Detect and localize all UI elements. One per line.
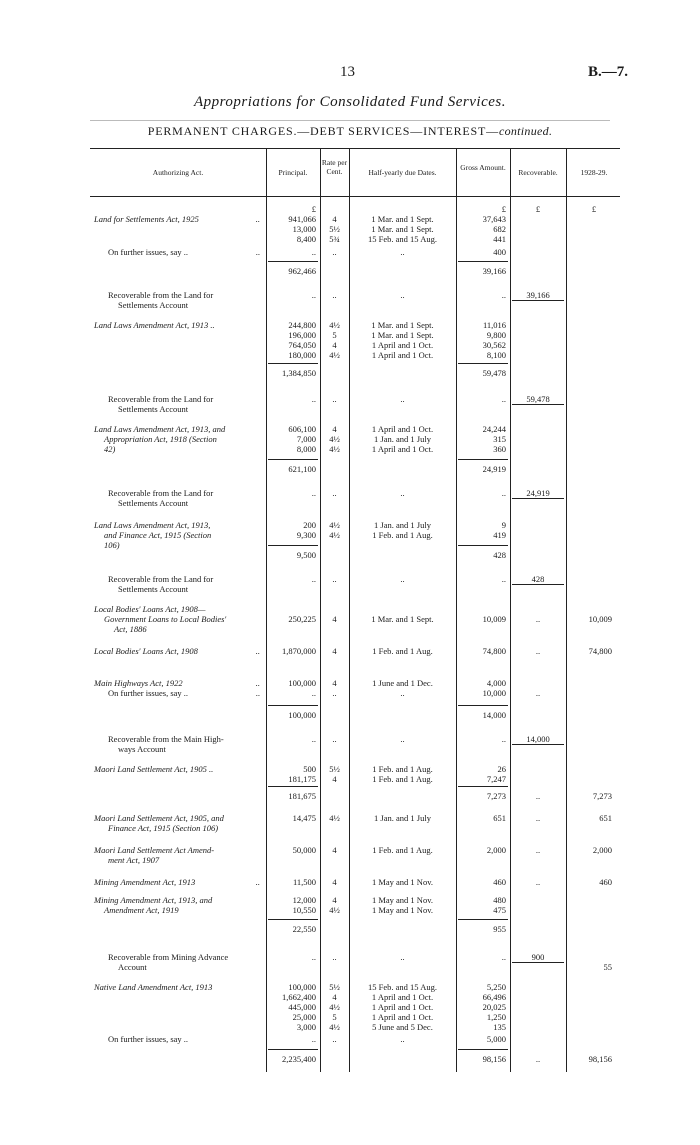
- rate-value: 4: [332, 992, 337, 1002]
- rate-value: 4½: [329, 350, 340, 360]
- rate-value: 4: [332, 678, 337, 688]
- act-name: Settlements Account: [118, 498, 189, 508]
- gross-amount: ..: [501, 394, 506, 404]
- act-name: Maori Land Settlement Act, 1905 ..: [94, 764, 214, 774]
- due-dates: 1 May and 1 Nov.: [371, 905, 434, 915]
- principal-value: 100,000: [288, 982, 316, 992]
- rate-value: 5¾: [329, 234, 340, 244]
- recoverable-rule: [512, 498, 564, 499]
- principal-value: 941,066: [288, 214, 316, 224]
- recoverable-rule: [512, 584, 564, 585]
- principal-value: 13,000: [292, 224, 316, 234]
- rate-value: 4: [332, 214, 337, 224]
- gross-amount: 59,478: [482, 368, 506, 378]
- principal-value: 10,550: [292, 905, 316, 915]
- rate-value: 5: [332, 330, 337, 340]
- rate-value: 4: [332, 646, 337, 656]
- gross-amount: 26: [497, 764, 506, 774]
- due-dates: 1 Jan. and 1 July: [374, 434, 431, 444]
- gross-amount: 74,800: [482, 646, 506, 656]
- recoverable-amount: ..: [535, 1054, 541, 1064]
- gross-amount: 7,273: [486, 791, 506, 801]
- gross-amount: 10,009: [482, 614, 506, 624]
- act-name: Recoverable from Mining Advance: [108, 952, 229, 962]
- header-principal: Principal.: [278, 168, 308, 177]
- due-dates: 1 June and 1 Dec.: [372, 678, 433, 688]
- principal-value: ..: [311, 952, 316, 962]
- due-dates: 1 Mar. and 1 Sept.: [371, 320, 434, 330]
- header-year: 1928-29.: [580, 168, 608, 177]
- gross-amount: 480: [493, 895, 506, 905]
- rate-value: 4: [332, 424, 337, 434]
- recoverable-amount: 900: [531, 952, 545, 962]
- subtotal-rule: [458, 545, 508, 546]
- year-amount: 10,009: [588, 614, 612, 624]
- due-dates: 15 Feb. and 15 Aug.: [368, 234, 437, 244]
- subtitle-continued: continued.: [498, 124, 553, 138]
- subtotal-rule: [458, 261, 508, 262]
- rate-value: 4: [332, 614, 337, 624]
- principal-value: 22,550: [292, 924, 316, 934]
- gross-amount: 30,562: [482, 340, 506, 350]
- header-top-rule: [90, 148, 620, 149]
- gross-amount: 66,496: [482, 992, 506, 1002]
- due-dates: 1 April and 1 Oct.: [371, 1012, 434, 1022]
- act-name: Act, 1886: [114, 624, 147, 634]
- rate-value: 4: [332, 340, 337, 350]
- gross-amount: 428: [493, 550, 506, 560]
- principal-value: 180,000: [288, 350, 316, 360]
- act-name: Mining Amendment Act, 1913, and: [94, 895, 213, 905]
- gross-amount: 37,643: [482, 214, 506, 224]
- subtotal-rule: [268, 786, 318, 787]
- gross-amount: 315: [493, 434, 506, 444]
- subtotal-rule: [268, 261, 318, 262]
- rate-value: 4½: [329, 1022, 340, 1032]
- leader-dots: ..: [255, 247, 260, 257]
- due-dates: 1 Jan. and 1 July: [374, 520, 431, 530]
- rate-value: ..: [332, 247, 337, 257]
- header-gross: Gross Amount.: [460, 163, 506, 172]
- recoverable-rule: [512, 300, 564, 301]
- rate-value: 4: [332, 845, 337, 855]
- principal-value: 250,225: [288, 614, 316, 624]
- act-name: Appropriation Act, 1918 (Section: [104, 434, 217, 444]
- rate-value: ..: [332, 1034, 337, 1044]
- due-dates: 15 Feb. and 15 Aug.: [368, 982, 437, 992]
- principal-value: 1,662,400: [282, 992, 316, 1002]
- principal-value: 196,000: [288, 330, 316, 340]
- gross-amount: 135: [493, 1022, 506, 1032]
- due-dates: 1 May and 1 Nov.: [371, 877, 434, 887]
- col-divider: [566, 148, 567, 1072]
- top-faint-rule: [90, 120, 610, 121]
- due-dates: 1 April and 1 Oct.: [371, 1002, 434, 1012]
- due-dates: 1 April and 1 Oct.: [371, 444, 434, 454]
- rate-value: ..: [332, 290, 337, 300]
- gross-amount: 955: [493, 924, 506, 934]
- gross-amount: 651: [493, 813, 506, 823]
- act-name: Land Laws Amendment Act, 1913, and: [94, 424, 226, 434]
- act-name: Recoverable from the Land for: [108, 290, 214, 300]
- year-amount: 55: [603, 962, 612, 972]
- rate-value: 4½: [329, 434, 340, 444]
- principal-value: 9,300: [296, 530, 316, 540]
- rate-value: 4½: [329, 520, 340, 530]
- due-dates: ..: [400, 488, 405, 498]
- rate-value: ..: [332, 394, 337, 404]
- rate-value: ..: [332, 952, 337, 962]
- gross-amount: 11,016: [482, 320, 506, 330]
- principal-value: 7,000: [296, 434, 316, 444]
- year-amount: 74,800: [588, 646, 612, 656]
- due-dates: 1 Jan. and 1 July: [374, 813, 431, 823]
- act-name: Settlements Account: [118, 584, 189, 594]
- recoverable-amount: ..: [535, 646, 541, 656]
- year-amount: 7,273: [592, 791, 612, 801]
- gross-amount: 10,000: [482, 688, 506, 698]
- leader-dots: ..: [255, 214, 260, 224]
- due-dates: ..: [400, 574, 405, 584]
- rate-value: 4½: [329, 905, 340, 915]
- recoverable-amount: ..: [535, 877, 541, 887]
- act-name: Recoverable from the Land for: [108, 488, 214, 498]
- principal-value: ..: [311, 574, 316, 584]
- rate-value: 4½: [329, 444, 340, 454]
- act-name: Finance Act, 1915 (Section 106): [108, 823, 219, 833]
- due-dates: 1 Feb. and 1 Aug.: [372, 845, 433, 855]
- gross-amount: 5,000: [486, 1034, 506, 1044]
- page-number: 13: [340, 64, 355, 80]
- header-due-dates: Half-yearly due Dates.: [368, 168, 437, 177]
- due-dates: ..: [400, 247, 405, 257]
- recoverable-amount: 59,478: [526, 394, 550, 404]
- gross-amount: 14,000: [482, 710, 506, 720]
- rate-value: 5: [332, 1012, 337, 1022]
- section-subtitle: [0, 124, 700, 139]
- rate-value: 4: [332, 895, 337, 905]
- principal-value: 244,800: [288, 320, 316, 330]
- header-bottom-rule: [90, 196, 620, 197]
- act-name: Local Bodies' Loans Act, 1908—: [94, 604, 206, 614]
- gross-amount: 9: [501, 520, 506, 530]
- recoverable-amount: ..: [535, 688, 541, 698]
- act-name: On further issues, say .. ..: [108, 688, 260, 698]
- subtotal-rule: [268, 1049, 318, 1050]
- principal-value: 100,000: [288, 678, 316, 688]
- recoverable-amount: ..: [535, 614, 541, 624]
- gross-amount: 39,166: [482, 266, 506, 276]
- gross-amount: ..: [501, 574, 506, 584]
- gross-amount: 419: [493, 530, 506, 540]
- act-name: Amendment Act, 1919: [104, 905, 179, 915]
- subtotal-rule: [458, 363, 508, 364]
- due-dates: 1 May and 1 Nov.: [371, 895, 434, 905]
- principal-value: 962,466: [288, 266, 316, 276]
- act-name: Native Land Amendment Act, 1913: [94, 982, 213, 992]
- principal-value: 181,175: [288, 774, 316, 784]
- act-name: ways Account: [118, 744, 166, 754]
- due-dates: ..: [400, 394, 405, 404]
- principal-value: 50,000: [292, 845, 316, 855]
- gross-amount: ..: [501, 734, 506, 744]
- rate-value: ..: [332, 734, 337, 744]
- subtotal-rule: [458, 1049, 508, 1050]
- principal-value: 500: [303, 764, 316, 774]
- rate-value: 5½: [329, 224, 340, 234]
- gross-amount: 9,800: [486, 330, 506, 340]
- principal-value: 1,384,850: [282, 368, 316, 378]
- act-name: Land for Settlements Act, 1925 ..: [94, 214, 260, 224]
- principal-value: ..: [311, 394, 316, 404]
- header-authorizing-act: Authorizing Act.: [152, 168, 204, 177]
- due-dates: ..: [400, 734, 405, 744]
- rate-value: 4: [332, 774, 337, 784]
- act-name: Government Loans to Local Bodies': [104, 614, 227, 624]
- currency-year: £: [591, 204, 597, 214]
- gross-amount: 475: [493, 905, 506, 915]
- due-dates: 1 Mar. and 1 Sept.: [371, 224, 434, 234]
- due-dates: 1 Mar. and 1 Sept.: [371, 614, 434, 624]
- subtotal-rule: [268, 705, 318, 706]
- gross-amount: 4,000: [486, 678, 506, 688]
- act-name: ment Act, 1907: [108, 855, 160, 865]
- due-dates: 1 Mar. and 1 Sept.: [371, 330, 434, 340]
- due-dates: 1 Feb. and 1 Aug.: [372, 774, 433, 784]
- principal-value: 9,500: [296, 550, 316, 560]
- act-name: 42): [104, 444, 116, 454]
- recoverable-rule: [512, 404, 564, 405]
- rate-value: ..: [332, 574, 337, 584]
- principal-value: ..: [311, 734, 316, 744]
- due-dates: ..: [400, 952, 405, 962]
- rate-value: 5½: [329, 764, 340, 774]
- act-name: Recoverable from the Main High-: [108, 734, 224, 744]
- principal-value: 606,100: [288, 424, 316, 434]
- act-name: Settlements Account: [118, 404, 189, 414]
- act-name: Settlements Account: [118, 300, 189, 310]
- recoverable-amount: 14,000: [526, 734, 550, 744]
- due-dates: 1 Feb. and 1 Aug.: [372, 764, 433, 774]
- year-amount: 651: [599, 813, 612, 823]
- leader-dots: ..: [255, 877, 260, 887]
- recoverable-amount: 39,166: [526, 290, 550, 300]
- gross-amount: ..: [501, 488, 506, 498]
- gross-amount: 1,250: [486, 1012, 506, 1022]
- due-dates: ..: [400, 290, 405, 300]
- act-name: Main Highways Act, 1922 ..: [94, 678, 260, 688]
- rate-value: 4½: [329, 1002, 340, 1012]
- principal-value: 100,000: [288, 710, 316, 720]
- gross-amount: 460: [493, 877, 506, 887]
- due-dates: 1 April and 1 Oct.: [371, 340, 434, 350]
- subtotal-rule: [268, 459, 318, 460]
- currency-principal: £: [311, 204, 316, 214]
- gross-amount: 682: [493, 224, 506, 234]
- gross-amount: 5,250: [486, 982, 506, 992]
- act-name: On further issues, say ..: [108, 1034, 189, 1044]
- principal-value: 8,400: [296, 234, 316, 244]
- principal-value: ..: [311, 247, 316, 257]
- rate-value: 4: [332, 877, 337, 887]
- principal-value: 14,475: [292, 813, 316, 823]
- act-name: Local Bodies' Loans Act, 1908 ..: [94, 646, 260, 656]
- gross-amount: 360: [493, 444, 506, 454]
- recoverable-amount: 428: [531, 574, 545, 584]
- col-divider: [320, 148, 321, 1072]
- rate-value: 5½: [329, 982, 340, 992]
- due-dates: ..: [400, 688, 405, 698]
- subtotal-rule: [458, 705, 508, 706]
- recoverable-amount: ..: [535, 813, 541, 823]
- principal-value: ..: [311, 488, 316, 498]
- principal-value: 764,050: [288, 340, 316, 350]
- principal-value: 200: [303, 520, 316, 530]
- act-name: On further issues, say .. ..: [108, 247, 260, 257]
- subtotal-rule: [458, 919, 508, 920]
- principal-value: 11,500: [292, 877, 316, 887]
- due-dates: ..: [400, 1034, 405, 1044]
- subtotal-rule: [268, 919, 318, 920]
- act-name: Recoverable from the Land for: [108, 394, 214, 404]
- act-name: Recoverable from the Land for: [108, 574, 214, 584]
- due-dates: 1 Feb. and 1 Aug.: [372, 646, 433, 656]
- due-dates: 1 April and 1 Oct.: [371, 992, 434, 1002]
- page-title: Appropriations for Consolidated Fund Services.: [193, 94, 506, 110]
- act-name: Account: [118, 962, 147, 972]
- col-divider: [349, 148, 350, 1072]
- currency-recoverable: £: [535, 204, 541, 214]
- principal-value: ..: [311, 688, 316, 698]
- recoverable-amount: 24,919: [526, 488, 550, 498]
- gross-amount: ..: [501, 290, 506, 300]
- principal-value: 12,000: [292, 895, 316, 905]
- subtotal-rule: [268, 363, 318, 364]
- header-recoverable: Recoverable.: [518, 168, 558, 177]
- principal-value: 445,000: [288, 1002, 316, 1012]
- header-rate: Rate per Cent.: [321, 158, 348, 176]
- rate-value: 4½: [329, 813, 340, 823]
- gross-amount: 24,919: [482, 464, 506, 474]
- act-name: Maori Land Settlement Act, 1905, and: [94, 813, 224, 823]
- act-name: 106): [104, 540, 120, 550]
- recoverable-amount: ..: [535, 791, 541, 801]
- leader-dots: ..: [255, 646, 260, 656]
- recoverable-rule: [512, 962, 564, 963]
- principal-value: 181,675: [288, 791, 316, 801]
- year-amount: 460: [599, 877, 612, 887]
- gross-amount: 2,000: [486, 845, 506, 855]
- subtotal-rule: [458, 786, 508, 787]
- gross-amount: 7,247: [486, 774, 506, 784]
- col-divider: [510, 148, 511, 1072]
- leader-dots: ..: [255, 678, 260, 688]
- rate-value: ..: [332, 488, 337, 498]
- due-dates: 5 June and 5 Dec.: [372, 1022, 433, 1032]
- principal-value: 1,870,000: [282, 646, 316, 656]
- due-dates: 1 Mar. and 1 Sept.: [371, 214, 434, 224]
- gross-amount: 400: [493, 247, 506, 257]
- gross-amount: 8,100: [486, 350, 506, 360]
- leader-dots: ..: [255, 688, 260, 698]
- principal-value: 621,100: [288, 464, 316, 474]
- currency-gross: £: [501, 204, 506, 214]
- due-dates: 1 Feb. and 1 Aug.: [372, 530, 433, 540]
- year-amount: 98,156: [588, 1054, 612, 1064]
- document-reference: B.—7.: [588, 64, 629, 80]
- recoverable-rule: [512, 744, 564, 745]
- gross-amount: 20,025: [482, 1002, 506, 1012]
- principal-value: ..: [311, 290, 316, 300]
- principal-value: 25,000: [292, 1012, 316, 1022]
- principal-value: 2,235,400: [282, 1054, 316, 1064]
- gross-amount: 441: [493, 234, 506, 244]
- rate-value: 4½: [329, 530, 340, 540]
- year-amount: 2,000: [592, 845, 612, 855]
- due-dates: 1 April and 1 Oct.: [371, 424, 434, 434]
- gross-amount: ..: [501, 952, 506, 962]
- rate-value: ..: [332, 688, 337, 698]
- act-name: Land Laws Amendment Act, 1913,: [94, 520, 211, 530]
- act-name: and Finance Act, 1915 (Section: [104, 530, 212, 540]
- act-name: Land Laws Amendment Act, 1913 ..: [94, 320, 215, 330]
- act-name: Maori Land Settlement Act Amend-: [94, 845, 215, 855]
- due-dates: 1 April and 1 Oct.: [371, 350, 434, 360]
- principal-value: 3,000: [296, 1022, 316, 1032]
- act-name: Mining Amendment Act, 1913 ..: [94, 877, 260, 887]
- principal-value: 8,000: [296, 444, 316, 454]
- recoverable-amount: ..: [535, 845, 541, 855]
- subtitle-main: PERMANENT CHARGES.—DEBT SERVICES—INTEREST—: [147, 124, 499, 138]
- subtotal-rule: [268, 545, 318, 546]
- subtotal-rule: [458, 459, 508, 460]
- gross-amount: 24,244: [482, 424, 506, 434]
- principal-value: ..: [311, 1034, 316, 1044]
- gross-amount: 98,156: [482, 1054, 506, 1064]
- rate-value: 4½: [329, 320, 340, 330]
